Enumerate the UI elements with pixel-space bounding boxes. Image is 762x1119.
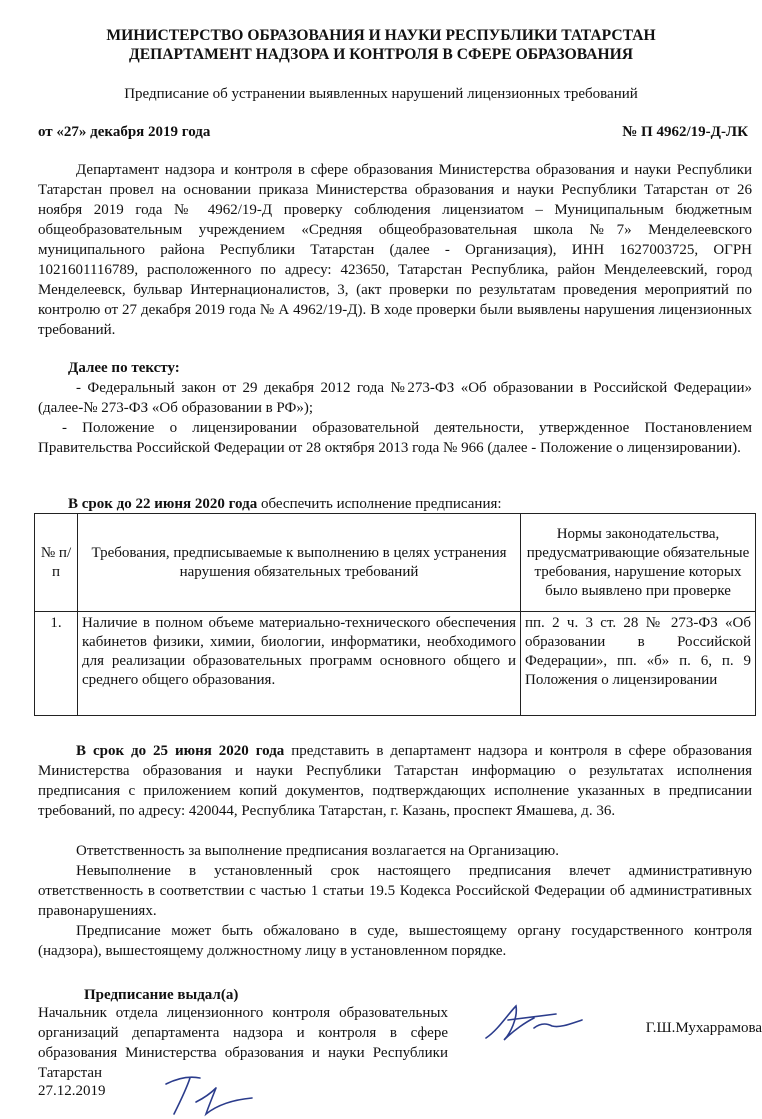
ministry-title: МИНИСТЕРСТВО ОБРАЗОВАНИЯ И НАУКИ РЕСПУБЛИКИ ТАТАРСТАН — [106, 27, 656, 44]
handwritten-initials-icon — [160, 1072, 260, 1118]
document-date: от «27» декабря 2019 года — [38, 124, 211, 140]
requirements-table — [34, 513, 756, 716]
intro-paragraph: Департамент надзора и контроля в сфере образования Министерства образования и науки Республики Татарстан провел на основании приказа Министерства образования и науки Республики Татарстан от 26 ноября 2019 года № 4962/19-Д проверку соблюдения лицензиатом – Муниципальным бюджетным общеобразовательным учреждением «Средняя общеобразовательная школа №7» Менделеевского муниципального района Республики Татарстан (далее - Организация), ИНН 1627003725, ОГРН 1021601116789, расположенного по адресу: 423650, Татарстан Республика, район Менделеевский, город Менделеевск, бульвар Интернационалистов, 3, (акт проверки по результатам проведения мероприятий по контролю от 27 декабря 2019 года № А 4962/19-Д). В ходе проверки были выявлены нарушения лицензионных требований. — [38, 162, 752, 338]
deadline-1 — [68, 494, 752, 514]
signature-title: Предписание выдал(а) — [84, 987, 239, 1003]
table-header-norms: Нормы законодательства, предусматривающие обязательные требования, нарушение которых было выявлено при проверке — [521, 514, 756, 612]
responsibility-paragraph: Ответственность за выполнение предписания возлагается на Организацию. — [76, 843, 559, 859]
table-header-num: № п/п — [35, 514, 78, 612]
further-label: Далее по тексту: — [68, 360, 180, 376]
document-subtitle: Предписание об устранении выявленных нарушений лицензионных требований — [124, 86, 638, 102]
signer-name: Г.Ш.Мухаррамова — [645, 1020, 762, 1036]
deadline-2-text: представить в департамент надзора и контроля в сфере образования Министерства образования и науки Республики Татарстан информацию о результатах исполнения предписания с приложением копий документов, подтверждающих исполнение указанных в предписании требований, по адресу: 420044, Республика Татарстан, г. Казань, проспект Ямашева, д. 36. — [38, 743, 752, 819]
deadline-1-date: В срок до 22 июня 2020 года — [68, 496, 258, 512]
deadline-2 — [38, 741, 752, 821]
deadline-2-date: В срок до 25 июня 2020 года — [76, 743, 285, 759]
document-number: № П 4962/19-Д-ЛК — [622, 124, 748, 140]
further-item-2: - Положение о лицензировании образовательной деятельности, утвержденное Постановлением Правительства Российской Федерации от 28 октября 2013 года № 966 (далее - Положение о лицензировании). — [38, 420, 752, 456]
further-item-1: - Федеральный закон от 29 декабря 2012 года №273-ФЗ «Об образовании в Российской Федерации» (далее-№ 273-ФЗ «Об образовании в РФ»); — [38, 380, 752, 416]
signature-date: 27.12.2019 — [38, 1083, 106, 1099]
table-header-requirement: Требования, предписываемые к выполнению в целях устранения нарушения обязательных требований — [78, 514, 521, 612]
row-number: 1. — [35, 612, 78, 716]
row-norms: пп. 2 ч. 3 ст. 28 № 273-ФЗ «Об образовании в Российской Федерации», пп. «б» п. 6, п. 9 Положения о лицензировании — [521, 612, 756, 716]
row-requirement: Наличие в полном объеме материально-технического обеспечения кабинетов физики, химии, биологии, информатики, необходимого для реализации образовательных программ основного общего и среднего общего образования. — [78, 612, 521, 716]
handwritten-signature-icon — [478, 1000, 588, 1044]
appeal-paragraph: Предписание может быть обжаловано в суде, вышестоящему органу государственного контроля (надзора), вышестоящему должностному лицу в установленном порядке. — [38, 923, 752, 959]
nonfulfillment-paragraph: Невыполнение в установленный срок настоящего предписания влечет административную ответственность в соответствии с частью 1 статьи 19.5 Кодекса Российской Федерации об административных правонарушениях. — [38, 863, 752, 919]
signer-position: Начальник отдела лицензионного контроля образовательных организаций департамента надзора и контроля в сфере образования Министерства образования и науки Республики Татарстан — [38, 1005, 448, 1081]
table-row — [35, 612, 756, 716]
department-title: ДЕПАРТАМЕНТ НАДЗОРА И КОНТРОЛЯ В СФЕРЕ ОБРАЗОВАНИЯ — [129, 46, 633, 63]
deadline-1-text: обеспечить исполнение предписания: — [257, 496, 502, 512]
